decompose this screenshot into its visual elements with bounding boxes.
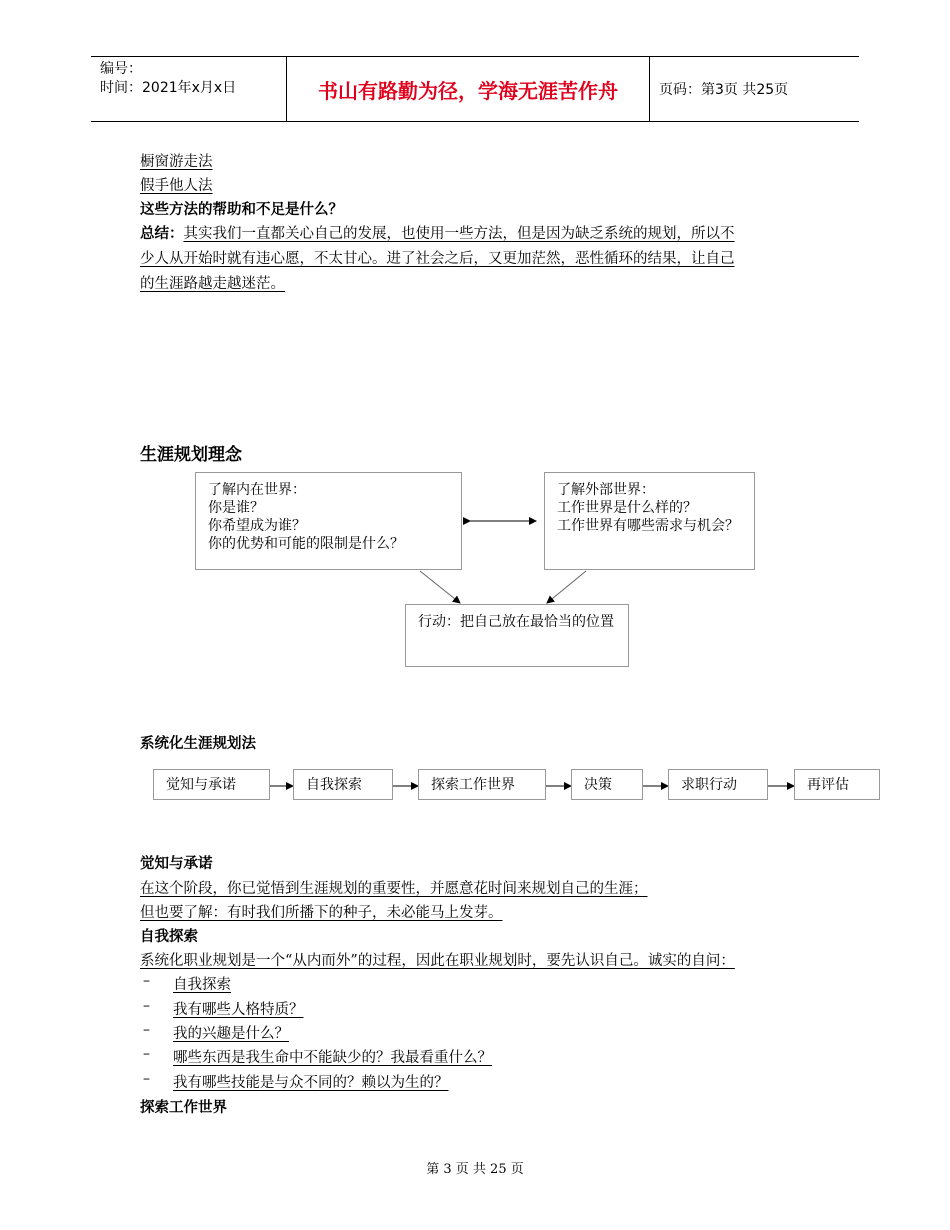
awareness-line-2: 但也要了解：有时我们所播下的种子，未必能马上发芽。 [140,905,503,921]
inner-line: 你希望成为谁？ [208,518,306,534]
awareness-title: 觉知与承诺 [140,856,213,872]
outer-to-action-arrow [547,571,586,603]
bullet-dash: – [143,1046,150,1062]
step-box-awareness: 觉知与承诺 [153,769,270,800]
self-title: 自我探索 [140,929,198,945]
self-bullet: 自我探索 [173,977,231,993]
header-motto: 书山有路勤为径，学海无涯苦作舟 [318,78,618,103]
self-bullet: 我有哪些人格特质？ [173,1002,304,1018]
concept-title: 生涯规划理念 [140,445,242,465]
inner-line: 了解内在世界： [208,482,306,498]
step-box-job: 求职行动 [668,769,768,800]
step-box-world: 探索工作世界 [418,769,546,800]
date-label: 时间：2021年x月x日 [100,80,237,96]
outer-line: 了解外部世界： [557,482,655,498]
self-bullet: 我有哪些技能是与众不同的？赖以为生的？ [173,1075,449,1091]
bullet-dash: – [143,998,150,1014]
header-page-info: 页码：第3页 共25页 [659,82,789,98]
summary-line-3: 的生涯路越走越迷茫。 [140,276,285,292]
page-footer: 第 3 页 共 25 页 [426,1162,524,1177]
method-item-others: 假手他人法 [140,178,213,194]
bullet-dash: – [143,973,150,989]
step-box-self: 自我探索 [293,769,393,800]
bullet-dash: – [143,1071,150,1087]
awareness-line-1: 在这个阶段，你已觉悟到生涯规划的重要性，并愿意花时间来规划自己的生涯； [140,881,648,897]
self-bullet: 我的兴趣是什么？ [173,1026,289,1042]
summary-label: 总结： [140,226,184,242]
outer-line: 工作世界有哪些需求与机会？ [557,518,739,534]
self-bullet: 哪些东西是我生命中不能缺少的？我最看重什么？ [173,1050,492,1066]
question-heading: 这些方法的帮助和不足是什么？ [140,202,343,218]
step-box-decision: 决策 [571,769,643,800]
inner-to-action-arrow [420,571,460,603]
bullet-dash: – [143,1022,150,1038]
outer-line: 工作世界是什么样的？ [557,500,697,516]
self-intro: 系统化职业规划是一个“从内而外”的过程，因此在职业规划时，要先认识自己。诚实的自问： [140,953,735,969]
summary-line-1: 总结：其实我们一直都关心自己的发展，也使用一些方法，但是因为缺乏系统的规划，所以不 [140,226,735,242]
world-title: 探索工作世界 [140,1100,227,1116]
number-label: 编号： [100,61,142,77]
summary-line-2: 少人从开始时就有违心愿，不太甘心。进了社会之后，又更加茫然，恶性循环的结果，让自己 [140,251,735,267]
action-text: 行动：把自己放在最恰当的位置 [418,614,614,630]
inner-line: 你的优势和可能的限制是什么？ [208,536,404,552]
method-item-window: 橱窗游走法 [140,154,213,170]
step-box-reassess: 再评估 [794,769,880,800]
method-title: 系统化生涯规划法 [140,736,256,752]
inner-line: 你是谁？ [208,500,264,516]
